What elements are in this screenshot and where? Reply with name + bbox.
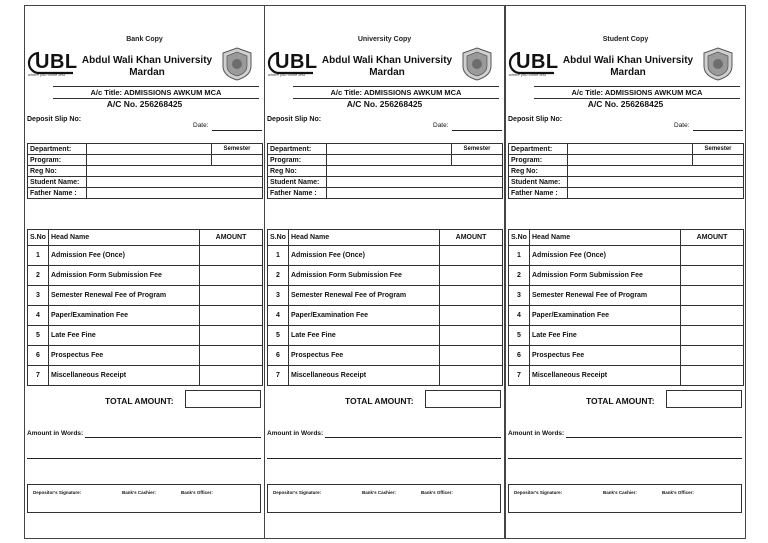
fee-row-amount-field[interactable] [681, 326, 744, 346]
deposit-slip-label: Deposit Slip No: [267, 116, 322, 123]
reg-no-field[interactable] [568, 166, 744, 177]
program-label: Program: [28, 155, 87, 166]
student-name-field[interactable] [87, 177, 263, 188]
ubl-logo [267, 51, 318, 79]
program-field[interactable] [87, 155, 212, 166]
reg-no-label: Reg No: [28, 166, 87, 177]
fee-table [267, 229, 503, 386]
signature-box [508, 484, 742, 513]
depositor-signature-label: Depositor's Signature: [514, 490, 563, 495]
student-info-table [508, 143, 744, 199]
bank-officer-label: Bank's Officer: [181, 490, 213, 495]
date-field[interactable] [693, 130, 743, 131]
signature-box [267, 484, 501, 513]
fee-row-head: Paper/Examination Fee [289, 306, 440, 326]
fee-row-head: Late Fee Fine [289, 326, 440, 346]
fee-row-sno: 5 [268, 326, 289, 346]
amount-in-words-label: Amount in Words: [27, 430, 84, 437]
student-name-label: Student Name: [509, 177, 568, 188]
account-number: A/C No. 256268425 [346, 99, 423, 109]
date-field[interactable] [212, 130, 262, 131]
fee-row-amount-field[interactable] [681, 266, 744, 286]
fee-row-sno: 7 [268, 366, 289, 386]
fee-row-head: Semester Renewal Fee of Program [530, 286, 681, 306]
department-field[interactable] [568, 144, 693, 155]
head-name-header: Head Name [49, 230, 200, 246]
amount-in-words-field[interactable] [566, 437, 742, 438]
fee-row-sno: 3 [509, 286, 530, 306]
program-label: Program: [268, 155, 327, 166]
fee-row-sno: 1 [509, 246, 530, 266]
fee-row [509, 266, 744, 286]
student-info-table [267, 143, 503, 199]
fee-row-head: Paper/Examination Fee [49, 306, 200, 326]
student-info-table [27, 143, 263, 199]
amount-header: AMOUNT [681, 230, 744, 246]
semester-field[interactable] [693, 155, 744, 166]
bank-cashier-label: Bank's Cashier: [603, 490, 637, 495]
fee-row-head: Late Fee Fine [49, 326, 200, 346]
fee-row-sno: 6 [509, 346, 530, 366]
fee-row [268, 346, 503, 366]
fee-row-amount-field[interactable] [440, 286, 503, 306]
program-field[interactable] [568, 155, 693, 166]
program-field[interactable] [327, 155, 452, 166]
fee-row-amount-field[interactable] [440, 346, 503, 366]
fee-row [28, 346, 263, 366]
semester-field[interactable] [452, 155, 503, 166]
fee-row-amount-field[interactable] [440, 306, 503, 326]
account-title: A/c Title: ADMISSIONS AWKUM MCA [53, 86, 259, 99]
signature-box [27, 484, 261, 513]
fee-row-head: Miscellaneous Receipt [530, 366, 681, 386]
fee-row-sno: 2 [268, 266, 289, 286]
fee-table [508, 229, 744, 386]
fee-row [268, 266, 503, 286]
fee-row-head: Paper/Examination Fee [530, 306, 681, 326]
challan-copy-1 [24, 5, 265, 539]
fee-row [28, 246, 263, 266]
fee-row [268, 246, 503, 266]
fee-row-sno: 1 [268, 246, 289, 266]
fee-row-head: Prospectus Fee [530, 346, 681, 366]
department-label: Department: [268, 144, 327, 155]
amount-in-words-field-line2[interactable] [508, 458, 742, 459]
copy-title: Bank Copy [126, 36, 163, 43]
fee-row [268, 306, 503, 326]
fee-row-sno: 4 [268, 306, 289, 326]
fee-row-amount-field[interactable] [681, 286, 744, 306]
fee-row [28, 266, 263, 286]
bank-cashier-label: Bank's Cashier: [122, 490, 156, 495]
depositor-signature-label: Depositor's Signature: [33, 490, 82, 495]
fee-row-sno: 4 [509, 306, 530, 326]
university-seal-icon [220, 46, 254, 82]
semester-field[interactable] [212, 155, 263, 166]
reg-no-field[interactable] [87, 166, 263, 177]
fee-row-amount-field[interactable] [681, 306, 744, 326]
deposit-slip-label: Deposit Slip No: [27, 116, 82, 123]
fee-row-amount-field[interactable] [681, 346, 744, 366]
fee-row [28, 366, 263, 386]
fee-row-sno: 6 [268, 346, 289, 366]
fee-row-amount-field[interactable] [200, 306, 263, 326]
total-amount-field[interactable] [425, 390, 501, 408]
fee-row [509, 346, 744, 366]
university-name: Abdul Wali Khan University Mardan [321, 55, 453, 78]
student-name-label: Student Name: [28, 177, 87, 188]
fee-row [509, 306, 744, 326]
fee-row-sno: 4 [28, 306, 49, 326]
fee-row-sno: 3 [28, 286, 49, 306]
semester-label: Semester [693, 144, 744, 155]
fee-row-head: Admission Fee (Once) [49, 246, 200, 266]
fee-row-amount-field[interactable] [440, 266, 503, 286]
university-seal-icon [701, 46, 735, 82]
total-amount-label: TOTAL AMOUNT: [586, 396, 655, 406]
father-name-field[interactable] [568, 188, 744, 199]
bank-cashier-label: Bank's Cashier: [362, 490, 396, 495]
bank-officer-label: Bank's Officer: [421, 490, 453, 495]
amount-header: AMOUNT [440, 230, 503, 246]
date-label: Date: [193, 122, 209, 129]
fee-row-head: Late Fee Fine [530, 326, 681, 346]
ubl-logo-text: UBL [35, 51, 78, 73]
ubl-logo-text: UBL [516, 51, 559, 73]
program-label: Program: [509, 155, 568, 166]
total-amount-label: TOTAL AMOUNT: [345, 396, 414, 406]
fee-row-head: Semester Renewal Fee of Program [49, 286, 200, 306]
father-name-label: Father Name : [28, 188, 87, 199]
head-name-header: Head Name [289, 230, 440, 246]
fee-row-amount-field[interactable] [440, 366, 503, 386]
fee-row-head: Admission Fee (Once) [289, 246, 440, 266]
fee-row-sno: 6 [28, 346, 49, 366]
fee-row-head: Miscellaneous Receipt [49, 366, 200, 386]
ubl-tagline: where you come first [28, 72, 65, 77]
fee-row-amount-field[interactable] [200, 326, 263, 346]
fee-row-amount-field[interactable] [200, 286, 263, 306]
fee-row [268, 286, 503, 306]
fee-row-head: Semester Renewal Fee of Program [289, 286, 440, 306]
sno-header: S.No [509, 230, 530, 246]
university-name: Abdul Wali Khan University Mardan [562, 55, 694, 78]
fee-row-amount-field[interactable] [440, 246, 503, 266]
fee-row-sno: 3 [268, 286, 289, 306]
fee-row-sno: 1 [28, 246, 49, 266]
amount-in-words-field[interactable] [325, 437, 501, 438]
ubl-tagline: where you come first [268, 72, 305, 77]
fee-row-head: Miscellaneous Receipt [289, 366, 440, 386]
ubl-logo [508, 51, 559, 79]
reg-no-label: Reg No: [509, 166, 568, 177]
fee-table [27, 229, 263, 386]
head-name-header: Head Name [530, 230, 681, 246]
fee-row-amount-field[interactable] [681, 246, 744, 266]
fee-row-amount-field[interactable] [200, 366, 263, 386]
total-amount-field[interactable] [666, 390, 742, 408]
fee-row-amount-field[interactable] [440, 326, 503, 346]
account-title: A/c Title: ADMISSIONS AWKUM MCA [293, 86, 499, 99]
student-name-label: Student Name: [268, 177, 327, 188]
bank-officer-label: Bank's Officer: [662, 490, 694, 495]
department-field[interactable] [87, 144, 212, 155]
account-number: A/C No. 256268425 [587, 99, 664, 109]
reg-no-label: Reg No: [268, 166, 327, 177]
amount-in-words-field-line2[interactable] [27, 458, 261, 459]
fee-row [268, 366, 503, 386]
fee-row [509, 326, 744, 346]
ubl-tagline: where you come first [509, 72, 546, 77]
amount-in-words-field-line2[interactable] [267, 458, 501, 459]
account-number: A/C No. 256268425 [106, 99, 183, 109]
fee-row-head: Admission Form Submission Fee [530, 266, 681, 286]
sno-header: S.No [268, 230, 289, 246]
student-name-field[interactable] [568, 177, 744, 188]
amount-in-words-label: Amount in Words: [267, 430, 324, 437]
fee-row-amount-field[interactable] [200, 246, 263, 266]
fee-row [28, 286, 263, 306]
date-label: Date: [674, 122, 690, 129]
father-name-label: Father Name : [268, 188, 327, 199]
fee-row-head: Prospectus Fee [289, 346, 440, 366]
father-name-label: Father Name : [509, 188, 568, 199]
fee-row [28, 326, 263, 346]
date-label: Date: [433, 122, 449, 129]
copy-title: University Copy [357, 36, 412, 43]
total-amount-field[interactable] [185, 390, 261, 408]
fee-row-head: Admission Fee (Once) [530, 246, 681, 266]
university-seal-icon [460, 46, 494, 82]
reg-no-field[interactable] [327, 166, 503, 177]
university-name: Abdul Wali Khan University Mardan [81, 55, 213, 78]
fee-row-sno: 5 [509, 326, 530, 346]
fee-row [28, 306, 263, 326]
fee-row [509, 366, 744, 386]
copy-title: Student Copy [602, 36, 649, 43]
date-field[interactable] [452, 130, 502, 131]
amount-in-words-label: Amount in Words: [508, 430, 565, 437]
fee-row-amount-field[interactable] [200, 346, 263, 366]
account-title: A/c Title: ADMISSIONS AWKUM MCA [534, 86, 740, 99]
fee-row [509, 286, 744, 306]
fee-row [509, 246, 744, 266]
ubl-logo-text: UBL [275, 51, 318, 73]
fee-row-amount-field[interactable] [200, 266, 263, 286]
fee-row-amount-field[interactable] [681, 366, 744, 386]
total-amount-label: TOTAL AMOUNT: [105, 396, 174, 406]
depositor-signature-label: Depositor's Signature: [273, 490, 322, 495]
fee-row-sno: 2 [509, 266, 530, 286]
fee-row-sno: 7 [28, 366, 49, 386]
fee-row-sno: 5 [28, 326, 49, 346]
father-name-field[interactable] [327, 188, 503, 199]
fee-row-head: Admission Form Submission Fee [49, 266, 200, 286]
fee-row-head: Admission Form Submission Fee [289, 266, 440, 286]
semester-label: Semester [452, 144, 503, 155]
semester-label: Semester [212, 144, 263, 155]
ubl-logo [27, 51, 78, 79]
father-name-field[interactable] [87, 188, 263, 199]
amount-in-words-field[interactable] [85, 437, 261, 438]
fee-row-head: Prospectus Fee [49, 346, 200, 366]
challan-copy-2 [264, 5, 505, 539]
department-label: Department: [509, 144, 568, 155]
department-label: Department: [28, 144, 87, 155]
sno-header: S.No [28, 230, 49, 246]
deposit-slip-label: Deposit Slip No: [508, 116, 563, 123]
department-field[interactable] [327, 144, 452, 155]
fee-row-sno: 2 [28, 266, 49, 286]
fee-row-sno: 7 [509, 366, 530, 386]
challan-copy-3 [505, 5, 746, 539]
amount-header: AMOUNT [200, 230, 263, 246]
student-name-field[interactable] [327, 177, 503, 188]
fee-row [268, 326, 503, 346]
